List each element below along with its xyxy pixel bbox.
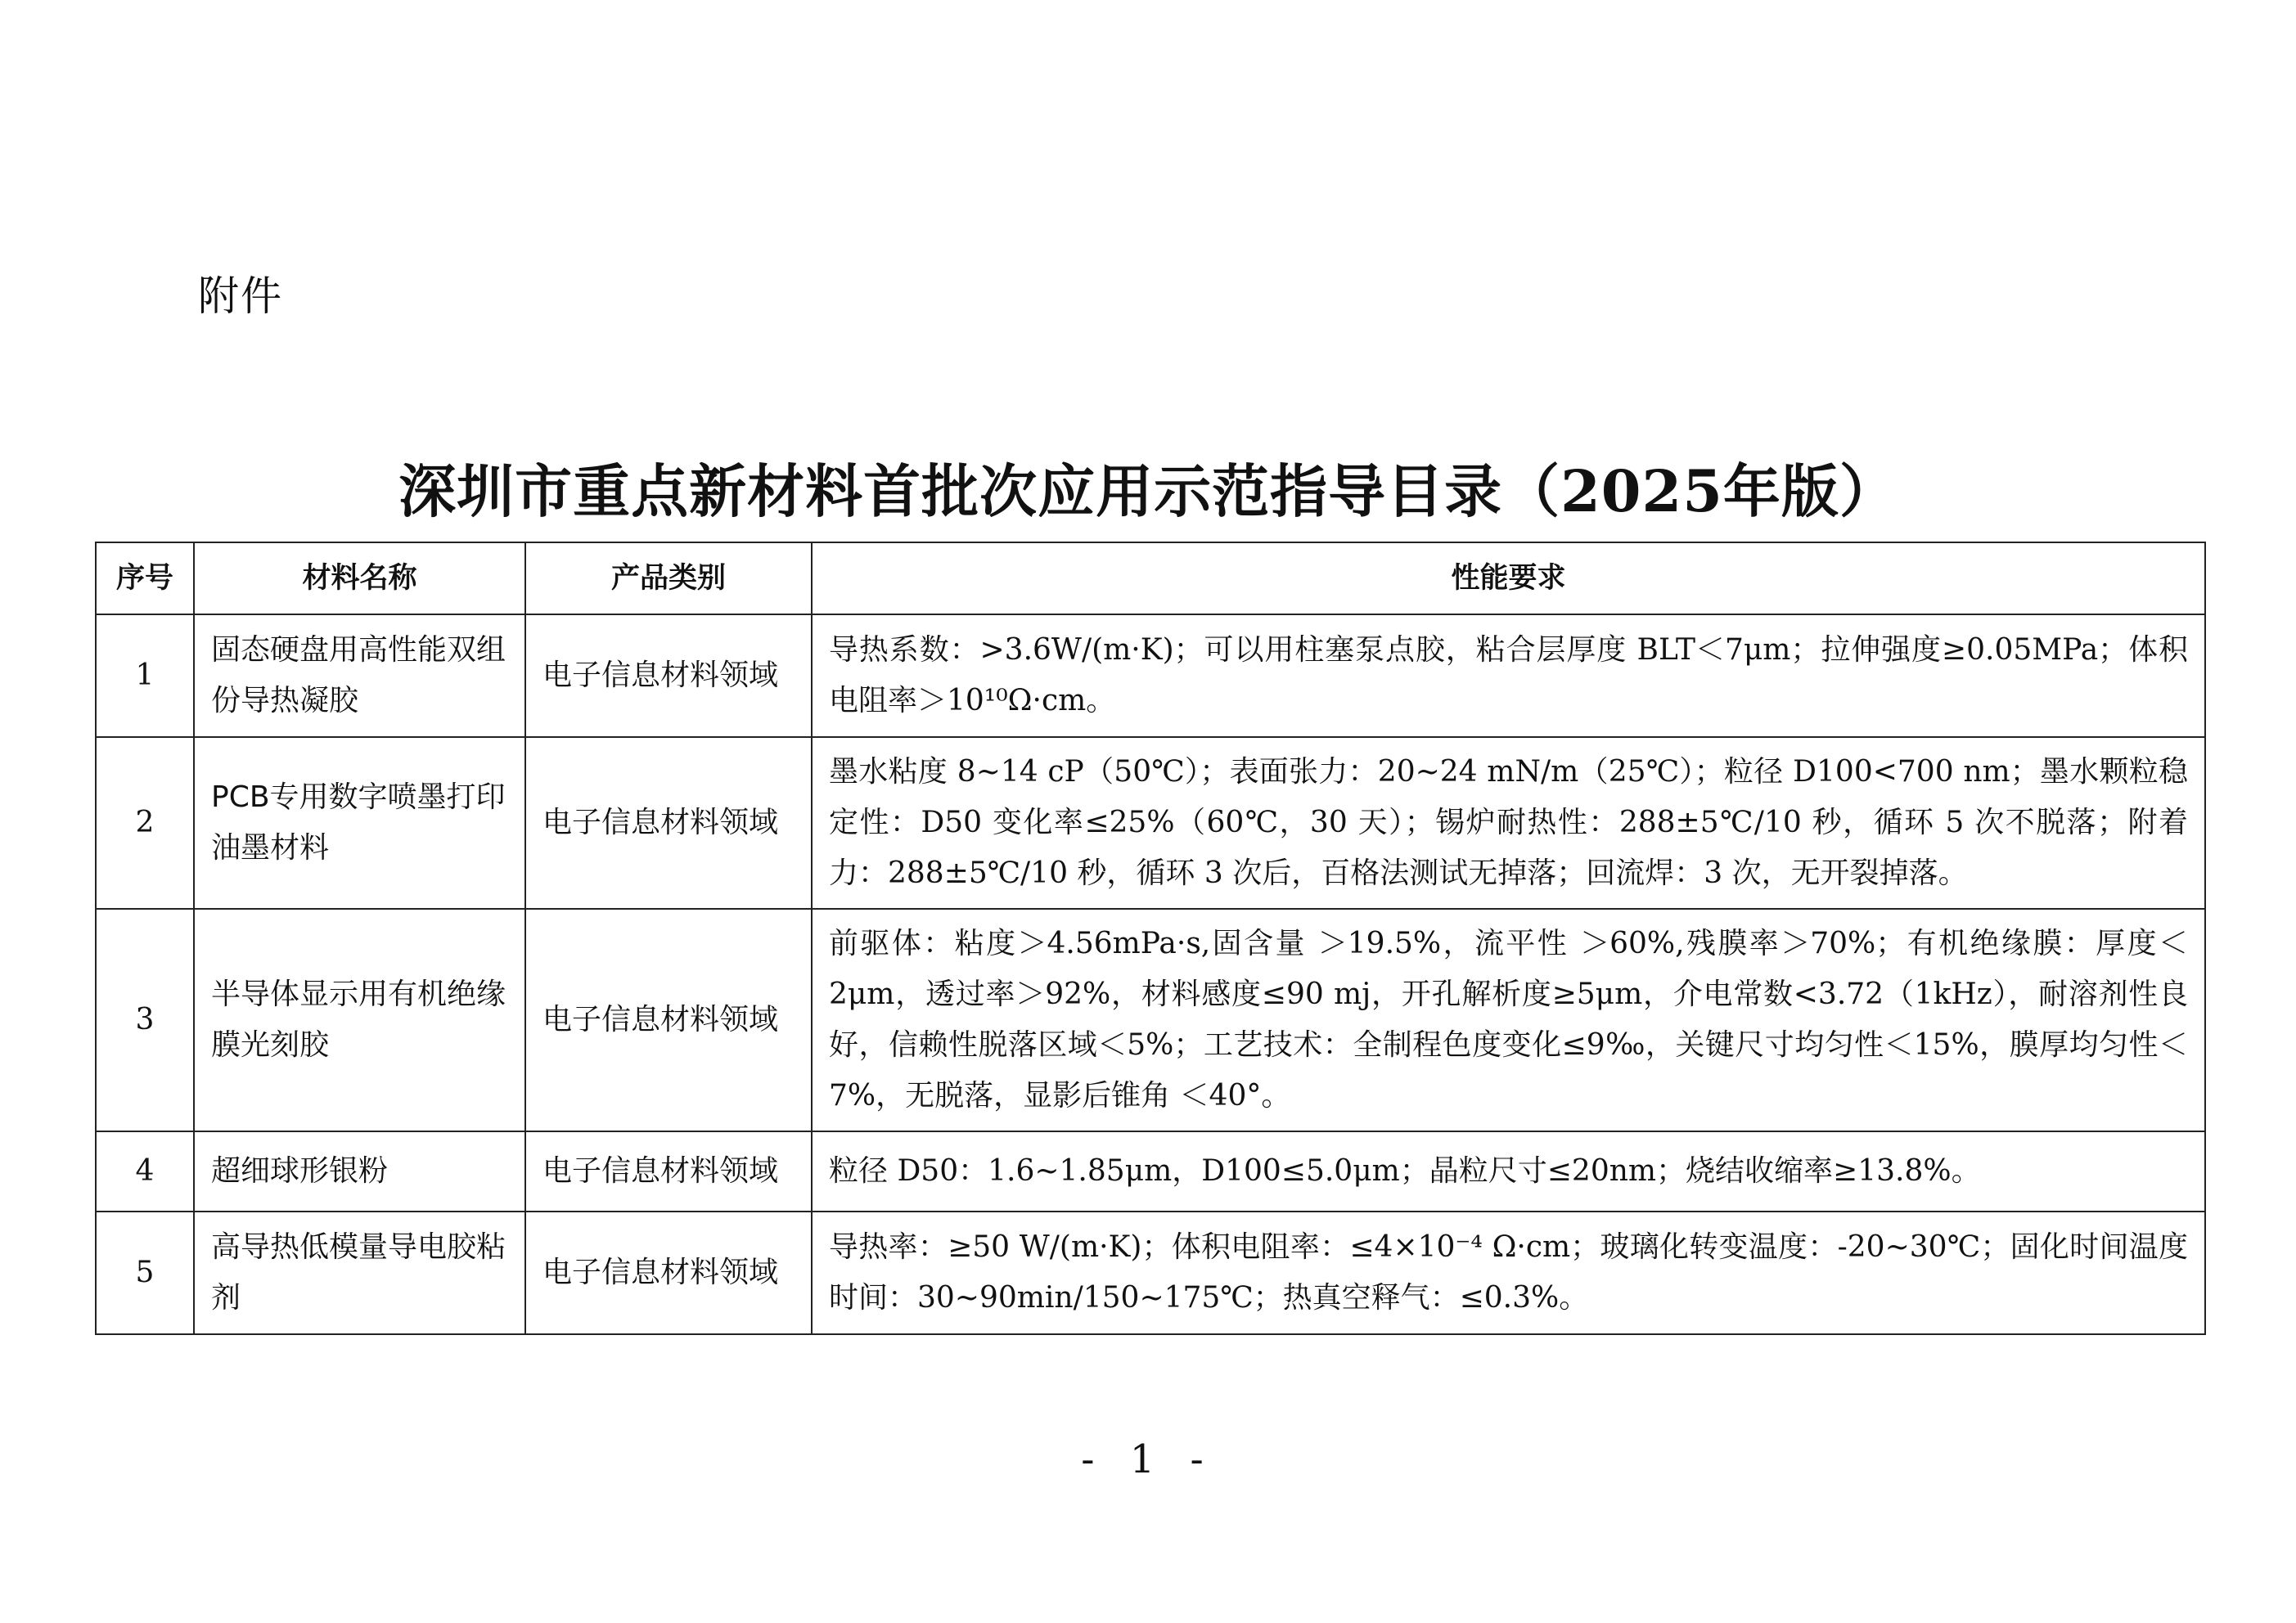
cell-category: 电子信息材料领域 bbox=[525, 737, 812, 909]
document-title: 深圳市重点新材料首批次应用示范指导目录（2025年版） bbox=[398, 457, 1898, 525]
cell-material-name: 超细球形银粉 bbox=[194, 1131, 525, 1212]
cell-material-name: 半导体显示用有机绝缘膜光刻胶 bbox=[194, 909, 525, 1131]
cell-material-name: 高导热低模量导电胶粘剂 bbox=[194, 1212, 525, 1334]
header-no: 序号 bbox=[96, 542, 194, 614]
header-category: 产品类别 bbox=[525, 542, 812, 614]
materials-catalog-table bbox=[95, 542, 2206, 1335]
table-row bbox=[96, 614, 2205, 737]
cell-no: 1 bbox=[96, 614, 194, 737]
cell-no: 3 bbox=[96, 909, 194, 1131]
header-requirements: 性能要求 bbox=[812, 542, 2205, 614]
cell-no: 2 bbox=[96, 737, 194, 909]
cell-requirements: 粒径 D50：1.6~1.85μm，D100≤5.0μm；晶粒尺寸≤20nm；烧结收缩率≥13.8%。 bbox=[812, 1131, 2205, 1212]
header-material-name: 材料名称 bbox=[194, 542, 525, 614]
cell-no: 4 bbox=[96, 1131, 194, 1212]
table-row bbox=[96, 1131, 2205, 1212]
table-row bbox=[96, 909, 2205, 1131]
cell-category: 电子信息材料领域 bbox=[525, 1131, 812, 1212]
cell-material-name: 固态硬盘用高性能双组份导热凝胶 bbox=[194, 614, 525, 737]
cell-requirements: 导热率：≥50 W/(m·K)；体积电阻率：≤4×10⁻⁴ Ω·cm；玻璃化转变温度：-20~30℃；固化时间温度时间：30~90min/150~175℃；热真空释气：≤0.3%。 bbox=[812, 1212, 2205, 1334]
cell-no: 5 bbox=[96, 1212, 194, 1334]
table-row bbox=[96, 737, 2205, 909]
table-row bbox=[96, 1212, 2205, 1334]
cell-requirements: 前驱体：粘度＞4.56mPa·s,固含量 ＞19.5%，流平性 ＞60%,残膜率＞70%；有机绝缘膜：厚度＜2μm，透过率＞92%，材料感度≤90 mj，开孔解析度≥5μm，介电常数<3.72（1kHz），耐溶剂性良好，信赖性脱落区域＜5%；工艺技术：全制程色度变化≤9‰，关键尺寸均匀性＜15%，膜厚均匀性＜7%，无脱落，显影后锥角 ＜40°。 bbox=[812, 909, 2205, 1131]
cell-category: 电子信息材料领域 bbox=[525, 1212, 812, 1334]
cell-category: 电子信息材料领域 bbox=[525, 614, 812, 737]
cell-category: 电子信息材料领域 bbox=[525, 909, 812, 1131]
table-header-row bbox=[96, 542, 2205, 614]
attachment-label: 附件 bbox=[198, 272, 283, 320]
cell-material-name: PCB专用数字喷墨打印油墨材料 bbox=[194, 737, 525, 909]
page-number: - 1 - bbox=[1081, 1436, 1215, 1482]
cell-requirements: 墨水粘度 8~14 cP（50℃）；表面张力：20~24 mN/m（25℃）；粒径 D100<700 nm；墨水颗粒稳定性：D50 变化率≤25%（60℃，30 天）；锡炉耐热性：288±5℃/10 秒，循环 5 次不脱落；附着力：288±5℃/10 秒，循环 3 次后，百格法测试无掉落；回流焊：3 次，无开裂掉落。 bbox=[812, 737, 2205, 909]
cell-requirements: 导热系数：>3.6W/(m·K)；可以用柱塞泵点胶，粘合层厚度 BLT＜7μm；拉伸强度≥0.05MPa；体积电阻率＞10¹⁰Ω·cm。 bbox=[812, 614, 2205, 737]
